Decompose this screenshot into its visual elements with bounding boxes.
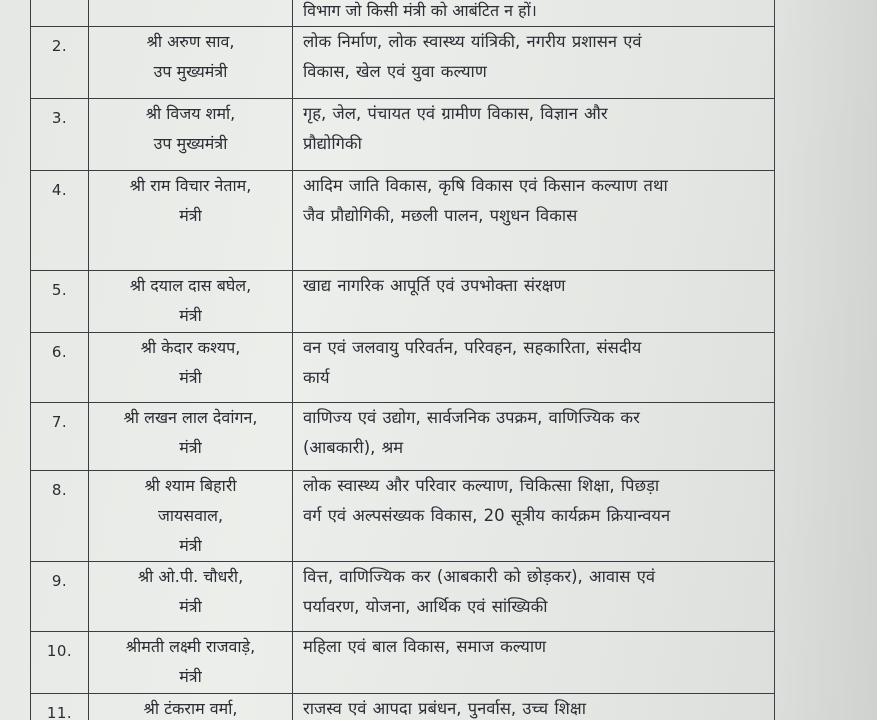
minister-name-line: श्री विजय शर्मा, — [145, 104, 236, 123]
serial-number: 11. — [31, 694, 89, 720]
portfolio-line: राजस्व एवं आपदा प्रबंधन, पुनर्वास, उच्च शिक्षा — [303, 699, 586, 718]
table-row — [31, 271, 775, 333]
minister-name-line: उप मुख्यमंत्री — [153, 62, 228, 81]
portfolio-line: महिला एवं बाल विकास, समाज कल्याण — [303, 637, 547, 656]
minister-name-line: श्री अरुण साव, — [146, 32, 235, 51]
serial-number: 5. — [31, 271, 89, 333]
page-shadow — [767, 0, 877, 720]
serial-number: 2. — [31, 27, 89, 99]
portfolio-text: विभाग जो किसी मंत्री को आबंटित न हों। — [303, 1, 537, 20]
minister-name-line: श्री दयाल दास बघेल, — [129, 276, 252, 295]
portfolio-cell — [293, 632, 775, 694]
minister-name-line: श्री केदार कश्यप, — [140, 338, 241, 357]
portfolio-cell — [293, 471, 775, 562]
portfolio-cell — [293, 403, 775, 471]
portfolio-line: जैव प्रौद्योगिकी, मछली पालन, पशुधन विकास — [303, 206, 578, 225]
portfolio-cell — [293, 171, 775, 271]
serial-number: 3. — [31, 99, 89, 171]
table-row — [31, 333, 775, 403]
minister-name-line: मंत्री — [179, 667, 202, 686]
table-row — [31, 632, 775, 694]
minister-name-cell — [89, 171, 293, 271]
minister-name-line: श्री ओ.पी. चौधरी, — [137, 567, 244, 586]
table-row — [31, 171, 775, 271]
minister-name-cell — [89, 471, 293, 562]
minister-name-line: श्री लखन लाल देवांगन, — [123, 408, 258, 427]
portfolio-cell — [293, 27, 775, 99]
portfolio-cell — [293, 271, 775, 333]
minister-name-line: श्रीमती लक्ष्मी राजवाड़े, — [125, 637, 256, 656]
minister-name-cell — [89, 271, 293, 333]
portfolio-line: (आबकारी), श्रम — [303, 438, 404, 457]
minister-name-line: उप मुख्यमंत्री — [153, 134, 228, 153]
table-row — [31, 562, 775, 632]
serial-number: 7. — [31, 403, 89, 471]
portfolio-line: गृह, जेल, पंचायत एवं ग्रामीण विकास, विज्ञान और — [303, 104, 608, 123]
minister-name-line: मंत्री — [179, 206, 202, 225]
portfolio-cell — [293, 694, 775, 720]
portfolio-line: प्रौद्योगिकी — [303, 134, 362, 153]
portfolio-line: वाणिज्य एवं उद्योग, सार्वजनिक उपक्रम, वाणिज्यिक कर — [303, 408, 640, 427]
portfolio-line: लोक निर्माण, लोक स्वास्थ्य यांत्रिकी, नगरीय प्रशासन एवं — [303, 32, 642, 51]
table-row — [31, 99, 775, 171]
portfolio-line: लोक स्वास्थ्य और परिवार कल्याण, चिकित्सा शिक्षा, पिछड़ा — [303, 476, 660, 495]
minister-name-cell — [89, 99, 293, 171]
serial-number: 4. — [31, 171, 89, 271]
minister-name-line: श्री श्याम बिहारी — [144, 476, 237, 495]
minister-name-line: मंत्री — [179, 306, 202, 325]
serial-number: 8. — [31, 471, 89, 562]
minister-name-line: मंत्री — [179, 438, 202, 457]
minister-name-cell — [89, 562, 293, 632]
portfolio-line: विकास, खेल एवं युवा कल्याण — [303, 62, 487, 81]
minister-name-line: श्री राम विचार नेताम, — [129, 176, 252, 195]
portfolio-line: कार्य — [303, 368, 330, 387]
portfolio-line: पर्यावरण, योजना, आर्थिक एवं सांख्यिकी — [303, 597, 548, 616]
minister-name-line: श्री टंकराम वर्मा, — [143, 699, 238, 718]
minister-name-cell — [89, 333, 293, 403]
portfolio-cell — [293, 99, 775, 171]
table-row — [31, 694, 775, 720]
portfolio-line: खाद्य नागरिक आपूर्ति एवं उपभोक्ता संरक्षण — [303, 276, 566, 295]
serial-number: 9. — [31, 562, 89, 632]
serial-number: 10. — [31, 632, 89, 694]
table-row — [31, 403, 775, 471]
portfolio-line: वन एवं जलवायु परिवर्तन, परिवहन, सहकारिता, संसदीय — [303, 338, 642, 357]
portfolio-line: वित्त, वाणिज्यिक कर (आबकारी को छोड़कर), आवास एवं — [303, 567, 656, 586]
portfolio-cell — [293, 562, 775, 632]
minister-name-line: जायसवाल, — [157, 506, 224, 525]
table-row-top-fragment — [31, 0, 775, 27]
minister-name-cell — [89, 27, 293, 99]
portfolio-line: आदिम जाति विकास, कृषि विकास एवं किसान कल्याण तथा — [303, 176, 668, 195]
portfolio-allocation-table — [30, 0, 775, 720]
table-row — [31, 471, 775, 562]
serial-number: 6. — [31, 333, 89, 403]
minister-name-line: मंत्री — [179, 536, 202, 555]
portfolio-cell — [293, 333, 775, 403]
minister-name-cell — [89, 694, 293, 720]
minister-name-cell — [89, 403, 293, 471]
portfolio-line: वर्ग एवं अल्पसंख्यक विकास, 20 सूत्रीय कार्यक्रम क्रियान्वयन — [303, 506, 671, 525]
portfolio-cell — [293, 0, 775, 27]
minister-name-cell — [89, 632, 293, 694]
minister-name-line: मंत्री — [179, 368, 202, 387]
name-cell — [89, 0, 293, 27]
serial-cell — [31, 0, 89, 27]
minister-name-line: मंत्री — [179, 597, 202, 616]
table-row — [31, 27, 775, 99]
